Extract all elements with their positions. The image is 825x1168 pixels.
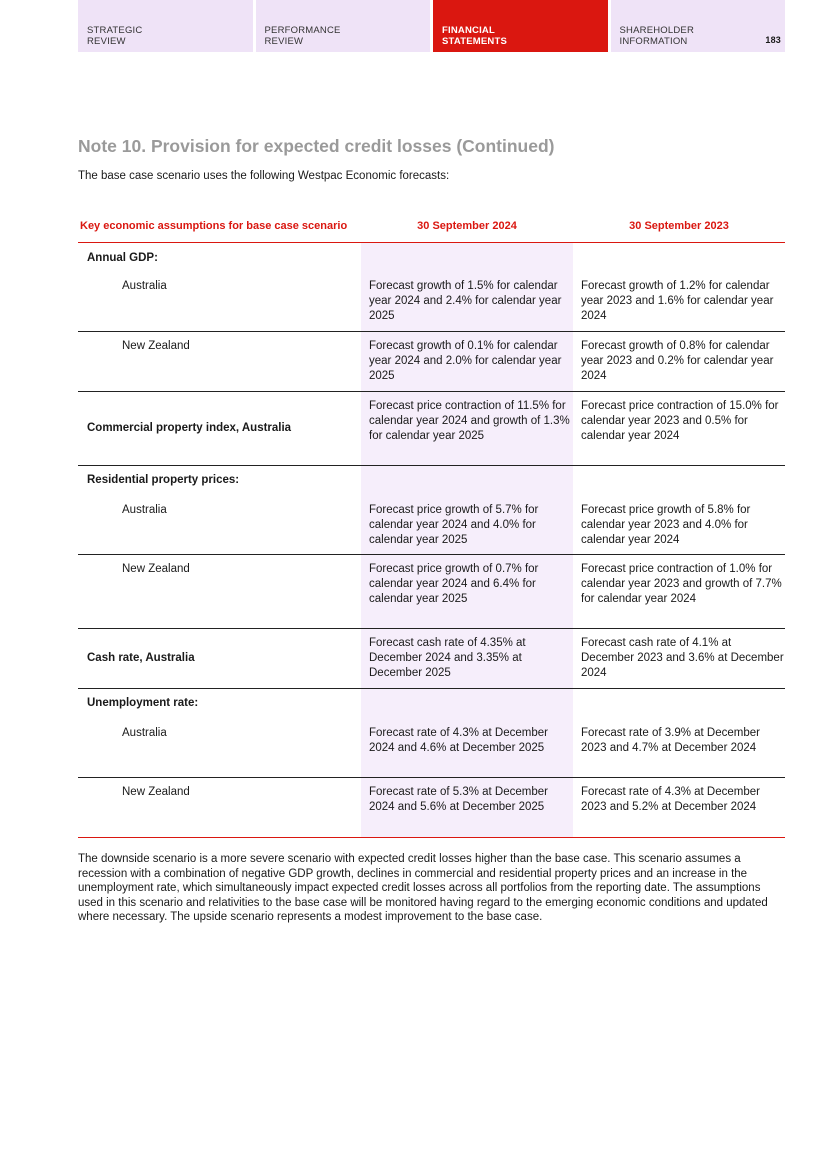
economic-assumptions-table <box>78 205 785 838</box>
row-label: New Zealand <box>122 563 190 575</box>
cell-2023 <box>573 243 785 273</box>
row-label: Australia <box>122 727 167 739</box>
cell-2024: Forecast cash rate of 4.35% at December 2024 and 3.35% at December 2025 <box>369 637 526 679</box>
row-label: New Zealand <box>122 340 190 352</box>
cell-2024: Forecast price growth of 5.7% for calendar year 2024 and 4.0% for calendar year 2025 <box>369 504 539 546</box>
page-title: Note 10. Provision for expected credit losses (Continued) <box>78 136 555 156</box>
row-label: Annual GDP: <box>87 252 158 264</box>
cell-2023 <box>573 466 785 496</box>
header-assumptions: Key economic assumptions for base case scenario <box>80 220 348 232</box>
table-row <box>78 778 785 838</box>
tab-label-line1: FINANCIAL <box>442 25 495 36</box>
table-row <box>78 719 785 778</box>
row-label: Commercial property index, Australia <box>87 422 292 435</box>
cell-2023 <box>573 689 785 719</box>
cell-2024 <box>361 466 573 496</box>
header-2024: 30 September 2024 <box>417 220 517 232</box>
table-row <box>78 332 785 392</box>
cell-2024: Forecast price growth of 0.7% for calendar year 2024 and 6.4% for calendar year 2025 <box>369 563 539 605</box>
table-row <box>78 555 785 629</box>
cell-2024: Forecast price contraction of 11.5% for calendar year 2024 and growth of 1.3% for calendar year 2025 <box>369 400 570 442</box>
row-label: Australia <box>122 504 167 516</box>
cell-2024 <box>361 243 573 273</box>
cell-2024: Forecast rate of 4.3% at December 2024 and 4.6% at December 2025 <box>369 727 548 754</box>
cell-2023: Forecast price contraction of 1.0% for calendar year 2023 and growth of 7.7% for calendar year 2024 <box>581 563 782 605</box>
table-row <box>78 689 785 719</box>
cell-2023: Forecast cash rate of 4.1% at December 2023 and 3.6% at December 2024 <box>581 637 784 679</box>
table-row <box>78 243 785 273</box>
table-row <box>78 496 785 555</box>
cell-2023: Forecast price growth of 5.8% for calendar year 2023 and 4.0% for calendar year 2024 <box>581 504 751 546</box>
downside-scenario-paragraph: The downside scenario is a more severe scenario with expected credit losses higher than the base case. This scenario assumes a recession with a combination of negative GDP growth, declines in commercial and residential property prices and an increase in the unemployment rate, which simultaneously impact expected credit losses across all portfolios from the reporting date. The assumptions used in this scenario and relativities to the base case will be monitored having regard to the emerging economic conditions and updated where necessary. The upside scenario represents a modest improvement to the base case. <box>78 853 768 923</box>
tab-label-line2: REVIEW <box>87 36 126 47</box>
page-number: 183 <box>765 35 781 45</box>
cell-2023: Forecast price contraction of 15.0% for calendar year 2023 and 0.5% for calendar year 2024 <box>581 400 779 442</box>
cell-2023: Forecast rate of 4.3% at December 2023 and 5.2% at December 2024 <box>581 786 760 813</box>
table-header <box>78 205 785 243</box>
tab-label-line1: SHAREHOLDER <box>619 25 695 36</box>
tab-shareholder-information[interactable] <box>611 0 786 52</box>
cell-2023: Forecast growth of 0.8% for calendar year 2023 and 0.2% for calendar year 2024 <box>581 340 774 382</box>
header-2023: 30 September 2023 <box>629 220 729 232</box>
tab-performance-review[interactable] <box>256 0 431 52</box>
tab-label-line2: STATEMENTS <box>442 36 507 47</box>
row-label: Cash rate, Australia <box>87 652 195 665</box>
cell-2023: Forecast rate of 3.9% at December 2023 and 4.7% at December 2024 <box>581 727 760 754</box>
table-row <box>78 273 785 332</box>
tab-label-line1: STRATEGIC <box>87 25 143 36</box>
cell-2024: Forecast growth of 0.1% for calendar year 2024 and 2.0% for calendar year 2025 <box>369 340 562 382</box>
table-row <box>78 466 785 496</box>
intro-text: The base case scenario uses the following Westpac Economic forecasts: <box>78 170 450 182</box>
tab-financial-statements[interactable] <box>433 0 608 52</box>
tab-label-line2: REVIEW <box>264 36 304 47</box>
row-label: Australia <box>122 280 167 292</box>
cell-2024: Forecast growth of 1.5% for calendar year 2024 and 2.4% for calendar year 2025 <box>369 280 562 322</box>
row-label: Unemployment rate: <box>87 697 199 709</box>
table-row <box>78 392 785 466</box>
cell-2024: Forecast rate of 5.3% at December 2024 and 5.6% at December 2025 <box>369 786 548 813</box>
row-label: New Zealand <box>122 786 190 798</box>
tab-strategic-review[interactable] <box>78 0 253 52</box>
cell-2023: Forecast growth of 1.2% for calendar year 2023 and 1.6% for calendar year 2024 <box>581 280 774 322</box>
row-label: Residential property prices: <box>87 474 240 486</box>
tab-label-line2: INFORMATION <box>619 36 688 47</box>
section-nav <box>78 0 785 52</box>
tab-label-line1: PERFORMANCE <box>264 25 341 36</box>
table-row <box>78 629 785 689</box>
cell-2024 <box>361 689 573 719</box>
